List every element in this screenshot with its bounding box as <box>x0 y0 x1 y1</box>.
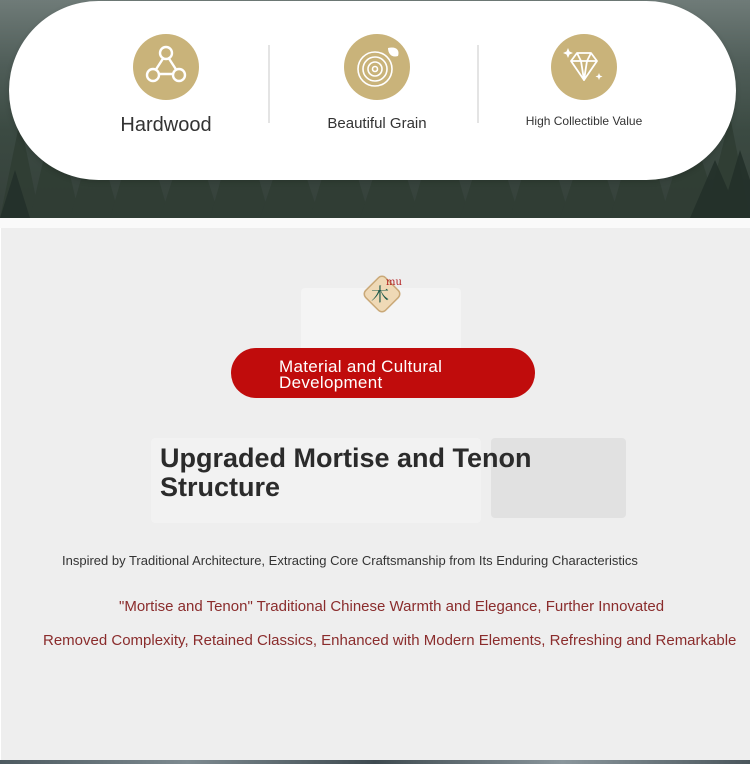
logo-pinyin: mu <box>386 277 402 288</box>
feature-hardwood <box>91 1 241 180</box>
feature-label: Beautiful Grain <box>327 115 427 132</box>
feature-label: Hardwood <box>120 114 212 136</box>
feature-beautiful-grain <box>302 1 452 180</box>
section-subline: Inspired by Traditional Architecture, Extracting Core Craftsmanship from Its Enduring Characteristics <box>62 553 638 568</box>
highlight-line: Removed Complexity, Retained Classics, Enhanced with Modern Elements, Refreshing and Remarkable <box>43 632 737 649</box>
feature-divider <box>268 45 270 123</box>
feature-label: High Collectible Value <box>525 114 643 128</box>
content-panel <box>1 228 750 764</box>
logo-char: 木 <box>371 285 389 306</box>
diamond-icon <box>551 34 617 100</box>
feature-collectible-value <box>509 1 659 180</box>
section-headline: Upgraded Mortise and Tenon Structure <box>160 443 532 502</box>
section-gap <box>0 218 750 228</box>
mu-logo-icon <box>361 273 403 315</box>
next-image-edge <box>0 760 750 764</box>
triangle-nodes-icon <box>133 34 199 100</box>
feature-divider <box>477 45 479 123</box>
wood-ring-leaf-icon <box>344 34 410 100</box>
section-badge <box>231 348 535 398</box>
badge-label: Material and Cultural Development <box>279 357 443 392</box>
highlight-line: "Mortise and Tenon" Traditional Chinese Warmth and Elegance, Further Innovated <box>119 598 665 615</box>
features-card <box>9 1 736 180</box>
